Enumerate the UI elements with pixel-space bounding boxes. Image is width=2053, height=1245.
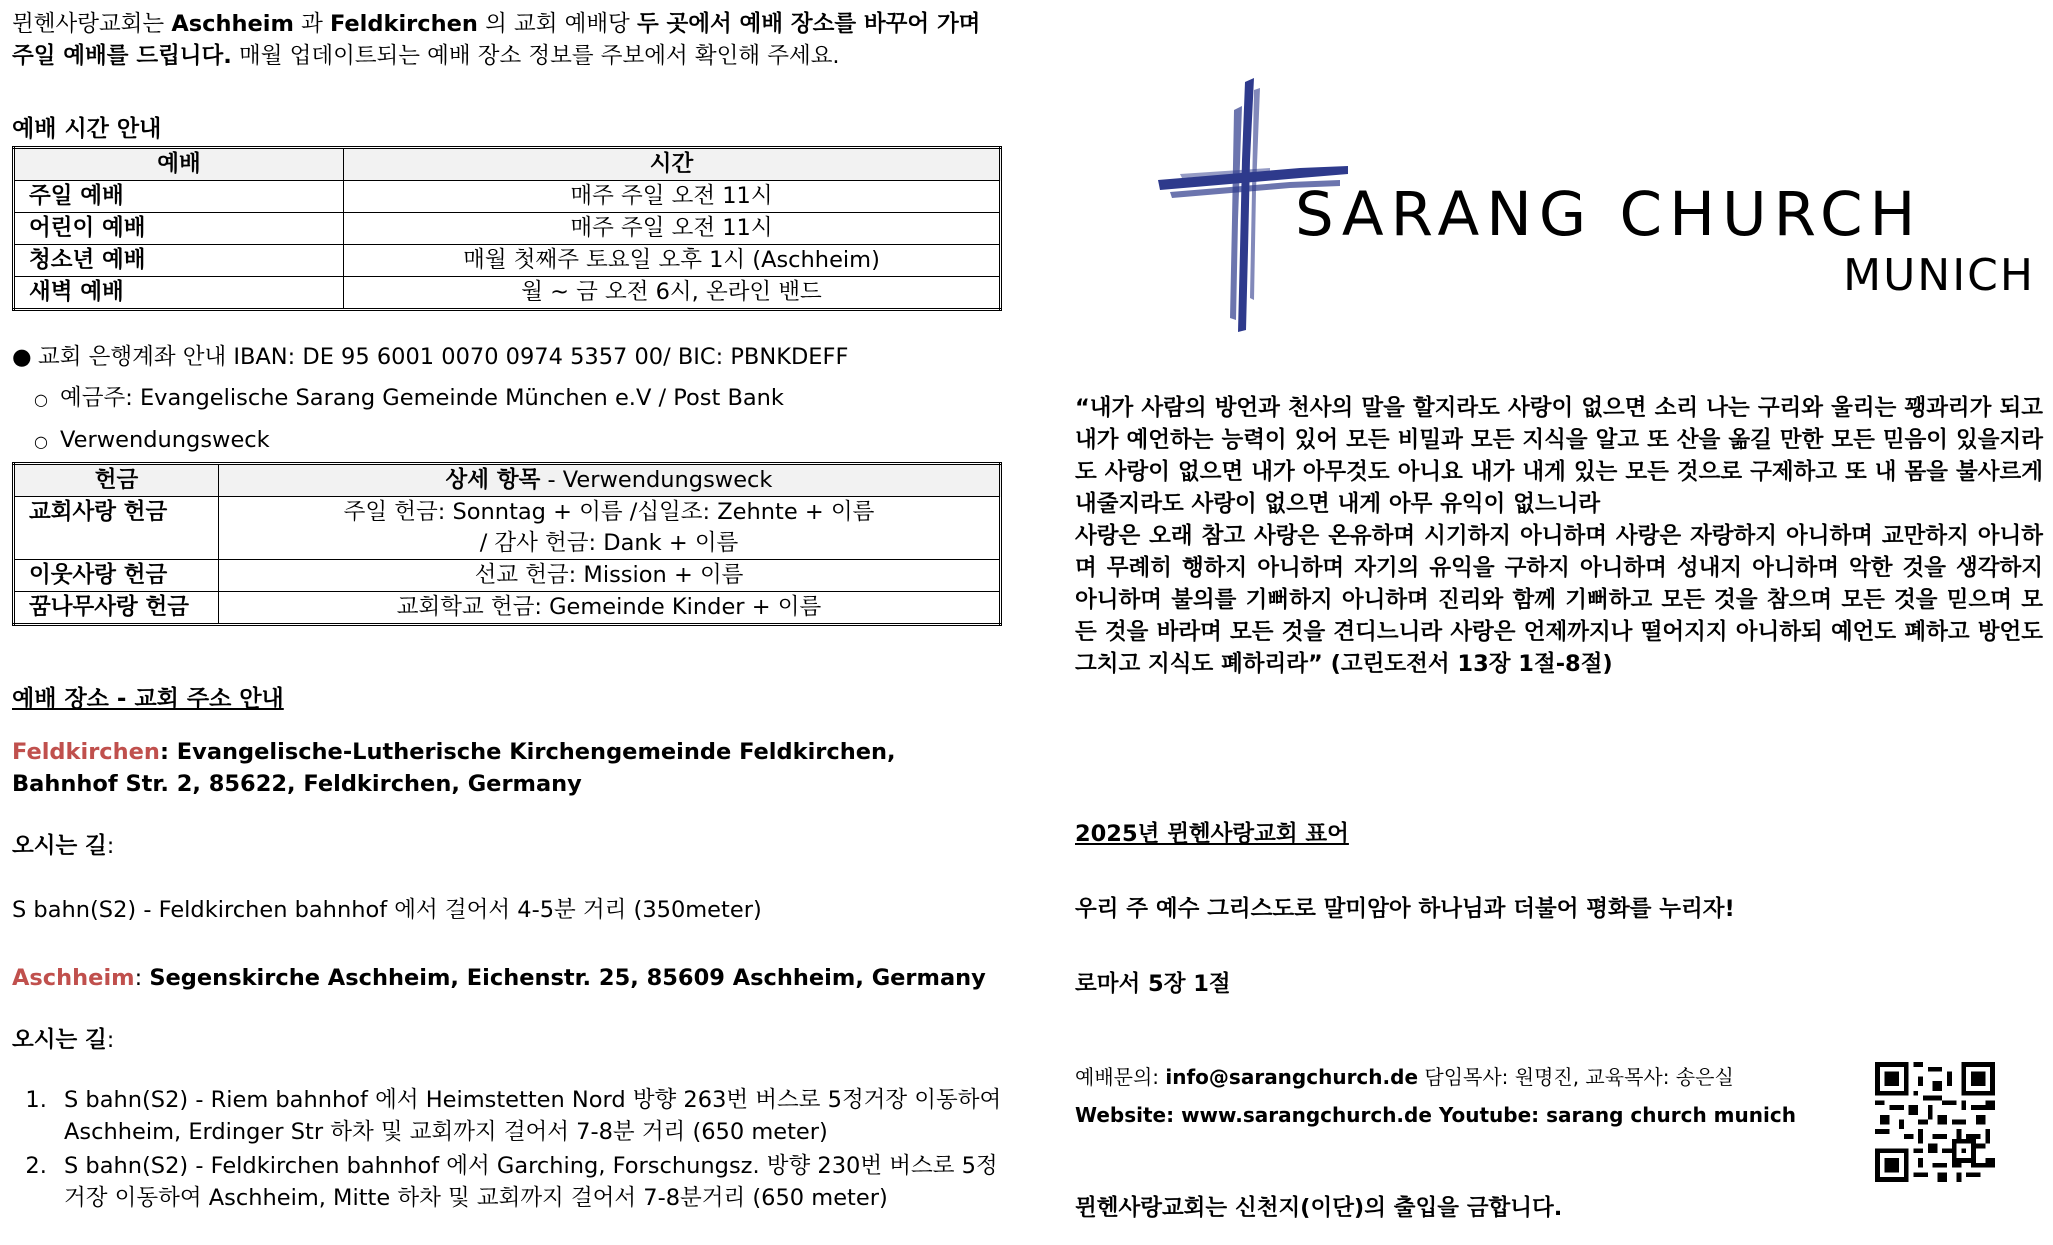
worship-table: [12, 146, 1002, 311]
table-row: [14, 560, 1001, 592]
list-item: ● 교회 은행계좌 안내 IBAN: DE 95 6001 0070 0974 5357 00/ BIC: PBNKDEFF: [12, 337, 1002, 378]
logo-title: SARANG CHURCH: [1295, 179, 1923, 250]
logo-subtitle: MUNICH: [1843, 250, 2035, 301]
circle-bullet-icon: ○: [34, 432, 48, 451]
aschheim-directions-list: [12, 1084, 1004, 1214]
table-row: [14, 245, 1001, 277]
offering-table: [12, 462, 1002, 626]
bank-info-list: [12, 337, 1002, 462]
notice-text: 뮌헨사랑교회는 신천지(이단)의 출입을 금합니다.: [1075, 1195, 1563, 1221]
table-row: [14, 181, 1001, 213]
contact-line: 예배문의: info@sarangchurch.de 담임목사: 원명진, 교육목사: 송은실: [1075, 1065, 1734, 1089]
table-header: 상세 항목 - Verwendungsweck: [219, 464, 1001, 497]
table-cell: 매주 주일 오전 11시: [344, 213, 1001, 245]
motto-reference: 로마서 5장 1절: [1075, 971, 1231, 997]
list-item: 1. S bahn(S2) - Riem bahnhof 에서 Heimstetten Nord 방향 263번 버스로 5정거장 이동하여 Aschheim, Erdinger Str 하차 및 교회까지 걸어서 7-8분 거리 (650 meter): [54, 1084, 1004, 1148]
table-header: 시간: [344, 148, 1001, 181]
motto-text: 우리 주 예수 그리스도로 말미암아 하나님과 더불어 평화를 누리자!: [1075, 896, 1735, 922]
aschheim-directions-label: 오시는 길:: [12, 1027, 115, 1053]
aschheim-address: Aschheim: Segenskirche Aschheim, Eichenstr. 25, 85609 Aschheim, Germany: [12, 965, 986, 991]
table-cell: 주일 예배: [14, 181, 344, 213]
table-header-row: [14, 148, 1001, 181]
table-cell: 월 ~ 금 오전 6시, 온라인 밴드: [344, 277, 1001, 310]
table-cell: 매주 주일 오전 11시: [344, 181, 1001, 213]
circle-bullet-icon: ○: [34, 390, 48, 409]
table-cell: 매월 첫째주 토요일 오후 1시 (Aschheim): [344, 245, 1001, 277]
worship-heading: 예배 시간 안내: [12, 116, 162, 142]
table-cell: 교회학교 헌금: Gemeinde Kinder + 이름: [219, 592, 1001, 625]
scripture-quote: “내가 사람의 방언과 천사의 말을 할지라도 사랑이 없으면 소리 나는 구리와 울리는 꽹과리가 되고 내가 예언하는 능력이 있어 모든 비밀과 모든 지식을 알고 또 산을 옮길 만한 모든 믿음이 있을지라도 사랑이 없으면 내가 아무것도 아니요 내가 내게 있는 모든 것으로 구제하고 또 내 몸을 불사르게 내줄지라도 사랑이 없으면 내게 아무 유익이 없느니라 사랑은 오래 참고 사랑은 온유하며 시기하지 아니하며 사랑은 자랑하지 아니하며 교만하지 아니하며 무례히 행하지 아니하며 자기의 유익을 구하지 아니하며 성내지 아니하며 악한 것을 생각하지 아니하며 불의를 기뻐하지 아니하며 진리와 함께 기뻐하고 모든 것을 참으며 모든 것을 믿으며 모든 것을 바라며 모든 것을 견디느니라 사랑은 언제까지나 떨어지지 아니하되 예언도 폐하고 방언도 그치고 지식도 폐하리라” (고린도전서 13장 1절-8절): [1075, 395, 2043, 677]
table-cell: 주일 헌금: Sonntag + 이름 /십일조: Zehnte + 이름 / 감사 헌금: Dank + 이름: [219, 497, 1001, 560]
list-item: ○ Verwendungsweck: [12, 420, 1002, 462]
list-item: ○ 예금주: Evangelische Sarang Gemeinde München e.V / Post Bank: [12, 378, 1002, 420]
table-cell: 어린이 예배: [14, 213, 344, 245]
church-logo: [1075, 70, 2035, 350]
motto-heading: 2025년 뮌헨사랑교회 표어: [1075, 821, 1349, 847]
table-row: [14, 277, 1001, 310]
bullet-icon: ●: [12, 344, 32, 370]
table-cell: 선교 헌금: Mission + 이름: [219, 560, 1001, 592]
table-header: 예배: [14, 148, 344, 181]
feldkirchen-address: Feldkirchen: Evangelische-Lutherische Kirchengemeinde Feldkirchen, Bahnhof Str. 2, 85622, Feldkirchen, Germany: [12, 739, 896, 797]
table-header-row: [14, 464, 1001, 497]
right-column: [1075, 0, 2045, 1245]
feldkirchen-directions: S bahn(S2) - Feldkirchen bahnhof 에서 걸어서 4-5분 거리 (350meter): [12, 897, 762, 923]
list-item: 2. S bahn(S2) - Feldkirchen bahnhof 에서 Garching, Forschungsz. 방향 230번 버스로 5정거장 이동하여 Aschheim, Mitte 하차 및 교회까지 걸어서 7-8분거리 (650 meter): [54, 1150, 1004, 1214]
table-cell: 이웃사랑 헌금: [14, 560, 219, 592]
feldkirchen-directions-label: 오시는 길:: [12, 833, 115, 859]
contact-block: [1075, 1058, 1835, 1134]
qr-code-icon: [1875, 1062, 1995, 1182]
location-heading: 예배 장소 - 교회 주소 안내: [12, 686, 284, 712]
table-header: 헌금: [14, 464, 219, 497]
intro-paragraph: 뮌헨사랑교회는 Aschheim 과 Feldkirchen 의 교회 예배당 두 곳에서 예배 장소를 바꾸어 가며 주일 예배를 드립니다. 매월 업데이트되는 예배 장소 정보를 주보에서 확인해 주세요.: [12, 11, 981, 69]
table-cell: 청소년 예배: [14, 245, 344, 277]
table-cell: 꿈나무사랑 헌금: [14, 592, 219, 625]
web-line: Website: www.sarangchurch.de Youtube: sarang church munich: [1075, 1103, 1796, 1127]
table-cell: 새벽 예배: [14, 277, 344, 310]
table-row: [14, 592, 1001, 625]
left-column: [12, 8, 1002, 1216]
table-row: [14, 497, 1001, 560]
table-row: [14, 213, 1001, 245]
table-cell: 교회사랑 헌금: [14, 497, 219, 560]
